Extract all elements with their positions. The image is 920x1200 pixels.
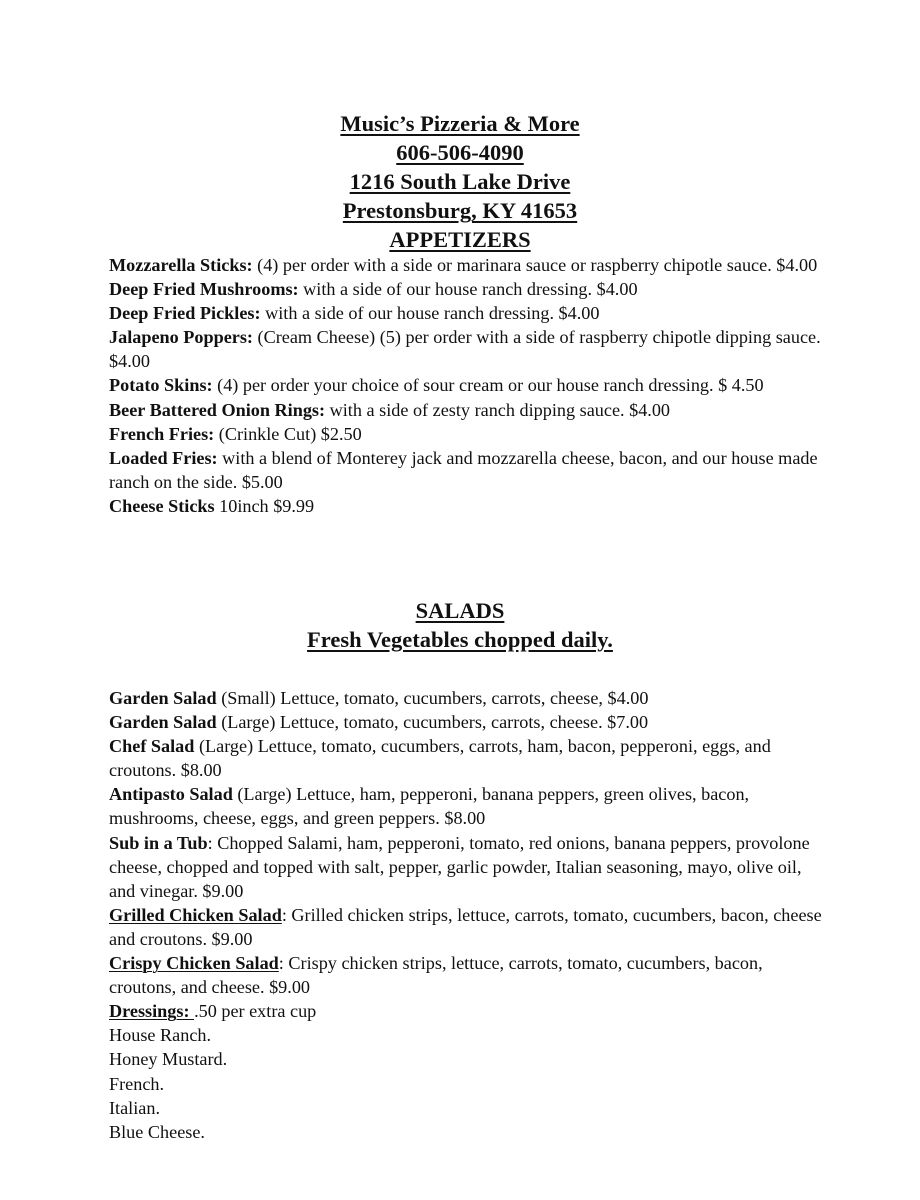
- menu-item-description: (Large) Lettuce, tomato, cucumbers, carrots, cheese. $7.00: [216, 712, 649, 733]
- menu-item-description: (4) per order your choice of sour cream or our house ranch dressing. $ 4.50: [212, 375, 764, 396]
- menu-item-name: Garden Salad: [109, 688, 217, 708]
- menu-item: [109, 277, 829, 301]
- menu-item-description: (Small) Lettuce, tomato, cucumbers, carrots, cheese, $4.00: [216, 688, 649, 708]
- menu-item: [109, 398, 829, 422]
- menu-item-description: with a side of zesty ranch dipping sauce. $4.00: [325, 399, 671, 420]
- dressing-option: French.: [109, 1073, 165, 1094]
- menu-item: [109, 373, 829, 397]
- menu-item: [109, 422, 829, 446]
- menu-item-description: (Large) Lettuce, tomato, cucumbers, carrots, ham, bacon, pepperoni, eggs, and croutons. $8.00: [109, 736, 771, 781]
- restaurant-header: [0, 109, 920, 254]
- menu-item-name: Mozzarella Sticks:: [109, 255, 253, 275]
- menu-item-description: with a blend of Monterey jack and mozzarella cheese, bacon, and our house made ranch on the side. $5.00: [109, 447, 818, 492]
- appetizers-list: [109, 253, 829, 518]
- dressing-option: Honey Mustard.: [109, 1049, 228, 1070]
- menu-item: [109, 903, 829, 951]
- menu-item-name: Grilled Chicken Salad: [109, 904, 282, 925]
- menu-item: [109, 951, 829, 999]
- menu-item: [109, 325, 829, 373]
- menu-item-name: Loaded Fries:: [109, 447, 218, 468]
- menu-item: [109, 253, 829, 277]
- menu-item: [109, 782, 829, 830]
- menu-item-name: Deep Fried Mushrooms:: [109, 279, 299, 300]
- menu-item-name: Antipasto Salad: [109, 784, 233, 805]
- dressings-note: .50 per extra cup: [194, 1001, 317, 1022]
- salads-header: [0, 596, 920, 654]
- salads-list: [109, 686, 829, 1144]
- menu-item: [109, 446, 829, 494]
- menu-item-description: (Large) Lettuce, ham, pepperoni, banana peppers, green olives, bacon, mushrooms, cheese, eggs, and green peppers. $8.00: [109, 784, 750, 829]
- restaurant-phone: 606-506-4090: [396, 140, 524, 165]
- menu-item-description: (4) per order with a side or marinara sauce or raspberry chipotle sauce. $4.00: [252, 255, 818, 275]
- menu-item-name: Beer Battered Onion Rings:: [109, 399, 326, 420]
- menu-item: [109, 710, 829, 734]
- dressings-line: [109, 999, 829, 1023]
- menu-item-description: : Chopped Salami, ham, pepperoni, tomato, red onions, banana peppers, provolone cheese, chopped and topped with salt, pepper, garlic powder, Italian seasoning, mayo, olive oil, and vinegar. $9.00: [109, 832, 810, 901]
- dressing-option: Italian.: [109, 1097, 161, 1118]
- restaurant-name: Music’s Pizzeria & More: [340, 111, 580, 136]
- menu-item-description: with a side of our house ranch dressing. $4.00: [298, 279, 638, 300]
- dressings-list: [109, 1023, 829, 1143]
- menu-item: [109, 686, 829, 710]
- menu-item: [109, 831, 829, 903]
- restaurant-city: Prestonsburg, KY 41653: [342, 198, 578, 223]
- menu-item-name: Deep Fried Pickles:: [109, 303, 261, 324]
- menu-item-description: with a side of our house ranch dressing. $4.00: [260, 303, 600, 324]
- menu-item: [109, 494, 829, 518]
- restaurant-street: 1216 South Lake Drive: [349, 169, 571, 194]
- menu-item: [109, 301, 829, 325]
- menu-item-description: : Crispy chicken strips, lettuce, carrots, tomato, cucumbers, bacon, croutons, and cheese. $9.00: [109, 953, 763, 998]
- menu-item-name: Cheese Sticks: [109, 495, 215, 516]
- menu-item: [109, 734, 829, 782]
- menu-item-name: French Fries:: [109, 423, 215, 444]
- menu-item-name: Chef Salad: [109, 736, 195, 757]
- dressing-option: House Ranch.: [109, 1025, 212, 1046]
- dressing-option: Blue Cheese.: [109, 1121, 205, 1142]
- salads-heading: SALADS: [415, 598, 505, 623]
- appetizers-heading: APPETIZERS: [389, 227, 531, 252]
- menu-item-name: Crispy Chicken Salad: [109, 953, 279, 974]
- menu-item-description: 10inch $9.99: [214, 495, 315, 516]
- dressings-label: Dressings:: [109, 1001, 195, 1022]
- menu-item-description: (Cream Cheese) (5) per order with a side of raspberry chipotle dipping sauce. $4.00: [109, 327, 821, 372]
- menu-item-description: (Crinkle Cut) $2.50: [214, 423, 362, 444]
- menu-item-name: Sub in a Tub: [109, 832, 208, 853]
- menu-item-name: Jalapeno Poppers:: [109, 327, 253, 348]
- menu-item-description: : Grilled chicken strips, lettuce, carrots, tomato, cucumbers, bacon, cheese and croutons. $9.00: [109, 904, 822, 949]
- salads-subheading: Fresh Vegetables chopped daily.: [307, 627, 613, 652]
- menu-item-name: Potato Skins:: [109, 375, 213, 396]
- menu-item-name: Garden Salad: [109, 712, 217, 733]
